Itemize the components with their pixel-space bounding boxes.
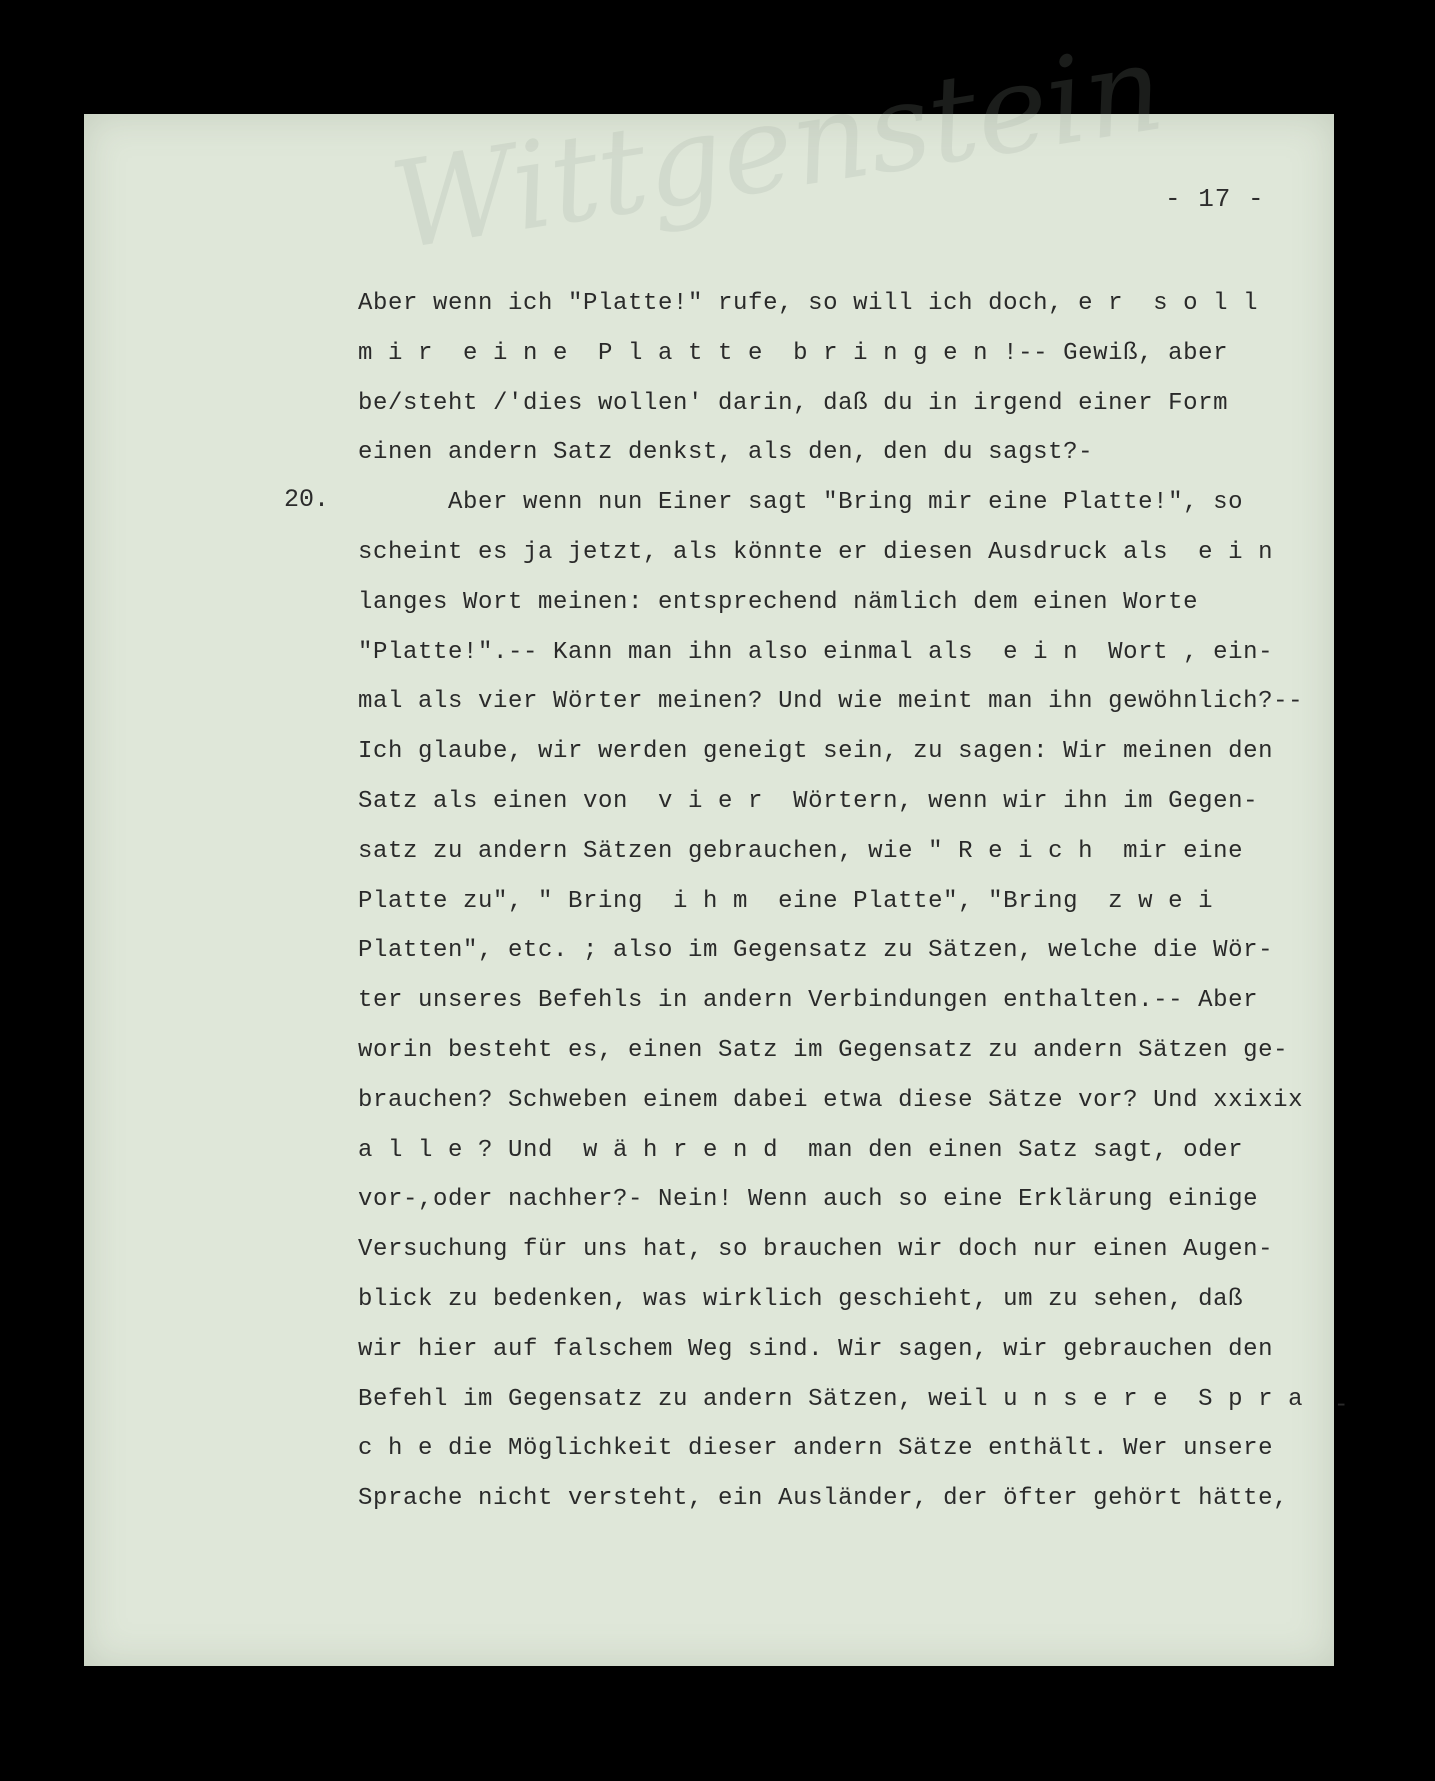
text-line: ter unseres Befehls in andern Verbindungen enthalten.-- Aber <box>358 987 1259 1015</box>
text-line: Ich glaube, wir werden geneigt sein, zu sagen: Wir meinen den <box>358 738 1274 766</box>
text-line: scheint es ja jetzt, als könnte er diesen Ausdruck als e i n <box>358 538 1274 566</box>
text-line: wir hier auf falschem Weg sind. Wir sagen, wir gebrauchen den <box>358 1335 1274 1363</box>
text-line: Versuchung für uns hat, so brauchen wir doch nur einen Augen- <box>358 1236 1274 1264</box>
paragraph-number: 20. <box>284 485 330 514</box>
text-line: blick zu bedenken, was wirklich geschieht, um zu sehen, daß <box>358 1285 1244 1313</box>
text-line: "Platte!".-- Kann man ihn also einmal als e i n Wort , ein- <box>358 638 1274 666</box>
text-line: mal als vier Wörter meinen? Und wie meint man ihn gewöhnlich?-- <box>358 688 1304 716</box>
text-line: Platten", etc. ; also im Gegensatz zu Sätzen, welche die Wör- <box>358 937 1274 965</box>
text-line: vor-,oder nachher?- Nein! Wenn auch so eine Erklärung einige <box>358 1186 1259 1214</box>
text-line: satz zu andern Sätzen gebrauchen, wie " R e i c h mir eine <box>358 837 1244 865</box>
text-line: worin besteht es, einen Satz im Gegensatz zu andern Sätzen ge- <box>358 1036 1289 1064</box>
margin-hyphen: - <box>1334 1392 1349 1419</box>
text-line: c h e die Möglichkeit dieser andern Sätze enthält. Wer unsere <box>358 1435 1274 1463</box>
text-line: Aber wenn ich "Platte!" rufe, so will ich doch, e r s o l l <box>358 290 1259 317</box>
watermark-signature: Wittgenstein <box>382 18 1173 278</box>
text-line: brauchen? Schweben einem dabei etwa diese Sätze vor? Und xxixix <box>358 1086 1304 1114</box>
text-line: m i r e i n e P l a t t e b r i n g e n !-- Gewiß, aber <box>358 339 1229 367</box>
text-line: einen andern Satz denkst, als den, den du sagst?- <box>358 439 1094 467</box>
text-line: be/steht /'dies wollen' darin, daß du in irgend einer Form <box>358 389 1229 417</box>
text-line: Sprache nicht versteht, ein Ausländer, der öfter gehört hätte, <box>358 1485 1289 1513</box>
page-number: - 17 - <box>1165 184 1265 214</box>
text-line: a l l e ? Und w ä h r e n d man den einen Satz sagt, oder <box>358 1136 1244 1164</box>
text-line: langes Wort meinen: entsprechend nämlich dem einen Worte <box>358 588 1199 616</box>
body-text <box>358 279 1308 1524</box>
text-line: Satz als einen von v i e r Wörtern, wenn wir ihn im Gegen- <box>358 787 1259 815</box>
text-line: Aber wenn nun Einer sagt "Bring mir eine Platte!", so <box>358 489 1244 517</box>
text-line: Befehl im Gegensatz zu andern Sätzen, weil u n s e r e S p r a <box>358 1385 1304 1413</box>
text-line: Platte zu", " Bring i h m eine Platte", "Bring z w e i <box>358 887 1214 915</box>
